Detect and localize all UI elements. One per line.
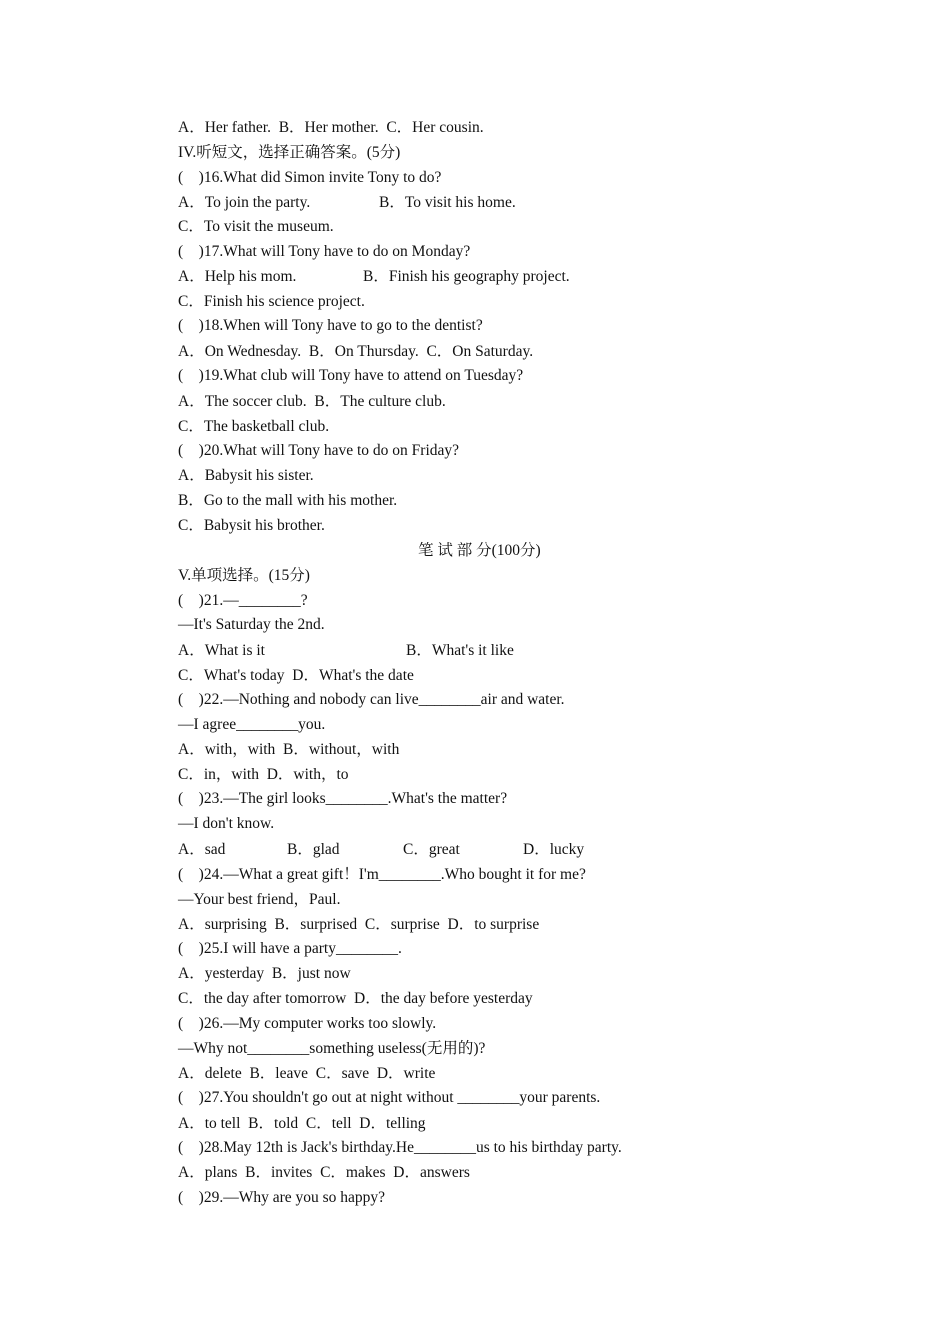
question-16: ( )16.What did Simon invite Tony to do? [178,169,442,186]
question-22-options-ab: A．with，with B．without，with [178,741,400,758]
question-18: ( )18.When will Tony have to go to the dentist? [178,317,483,334]
question-23-option-a: A．sad [178,841,226,858]
question-28: ( )28.May 12th is Jack's birthday.He________us to his birthday party. [178,1139,622,1156]
question-23-option-d: D．lucky [523,841,585,858]
question-21: ( )21.—________? [178,592,308,609]
question-20-option-c: C．Babysit his brother. [178,517,325,534]
question-17-option-c: C．Finish his science project. [178,293,365,310]
question-22: ( )22.—Nothing and nobody can live________air and water. [178,691,565,708]
question-22-reply: —I agree________you. [178,716,326,733]
question-20-option-a: A．Babysit his sister. [178,467,314,484]
question-26-reply: —Why not________something useless(无用的)? [178,1040,486,1057]
section-v-heading: V.单项选择。(15分) [178,567,310,584]
question-25: ( )25.I will have a party________. [178,940,402,957]
question-15-options: A．Her father. B．Her mother. C．Her cousin. [178,119,484,136]
question-16-option-c: C．To visit the museum. [178,218,334,235]
question-21-option-b: B．What's it like [406,642,514,659]
question-23-option-b: B．glad [287,841,340,858]
question-17-option-b: B．Finish his geography project. [363,268,570,285]
question-17: ( )17.What will Tony have to do on Monday? [178,243,471,260]
question-20: ( )20.What will Tony have to do on Friday? [178,442,460,459]
question-19: ( )19.What club will Tony have to attend on Tuesday? [178,367,524,384]
question-26-options: A．delete B．leave C．save D．write [178,1065,436,1082]
question-19-option-c: C．The basketball club. [178,418,330,435]
question-25-options-ab: A．yesterday B．just now [178,965,351,982]
question-28-options: A．plans B．invites C．makes D．answers [178,1164,470,1181]
question-21-reply: —It's Saturday the 2nd. [178,616,325,633]
question-26: ( )26.—My computer works too slowly. [178,1015,437,1032]
question-23: ( )23.—The girl looks________.What's the matter? [178,790,508,807]
question-25-options-cd: C．the day after tomorrow D．the day before yesterday [178,990,533,1007]
question-18-options: A．On Wednesday. B．On Thursday. C．On Saturday. [178,343,534,360]
written-part-title: 笔 试 部 分(100分) [418,542,541,559]
question-22-options-cd: C．in，with D．with，to [178,766,349,783]
question-23-option-c: C．great [403,841,460,858]
question-27: ( )27.You shouldn't go out at night without ________your parents. [178,1089,601,1106]
question-17-option-a: A．Help his mom. [178,268,297,285]
question-27-options: A．to tell B．told C．tell D．telling [178,1115,426,1132]
question-20-option-b: B．Go to the mall with his mother. [178,492,398,509]
question-24-reply: —Your best friend，Paul. [178,891,341,908]
question-21-option-a: A．What is it [178,642,265,659]
question-24-options: A．surprising B．surprised C．surprise D．to surprise [178,916,540,933]
question-23-reply: —I don't know. [178,815,275,832]
section-iv-heading: IV.听短文，选择正确答案。(5分) [178,144,401,161]
question-16-option-a: A．To join the party. [178,194,311,211]
question-24: ( )24.—What a great gift！I'm________.Who bought it for me? [178,866,586,883]
question-21-options-cd: C．What's today D．What's the date [178,667,414,684]
question-29: ( )29.—Why are you so happy? [178,1189,386,1206]
question-16-option-b: B．To visit his home. [379,194,516,211]
question-19-options-ab: A．The soccer club. B．The culture club. [178,393,446,410]
